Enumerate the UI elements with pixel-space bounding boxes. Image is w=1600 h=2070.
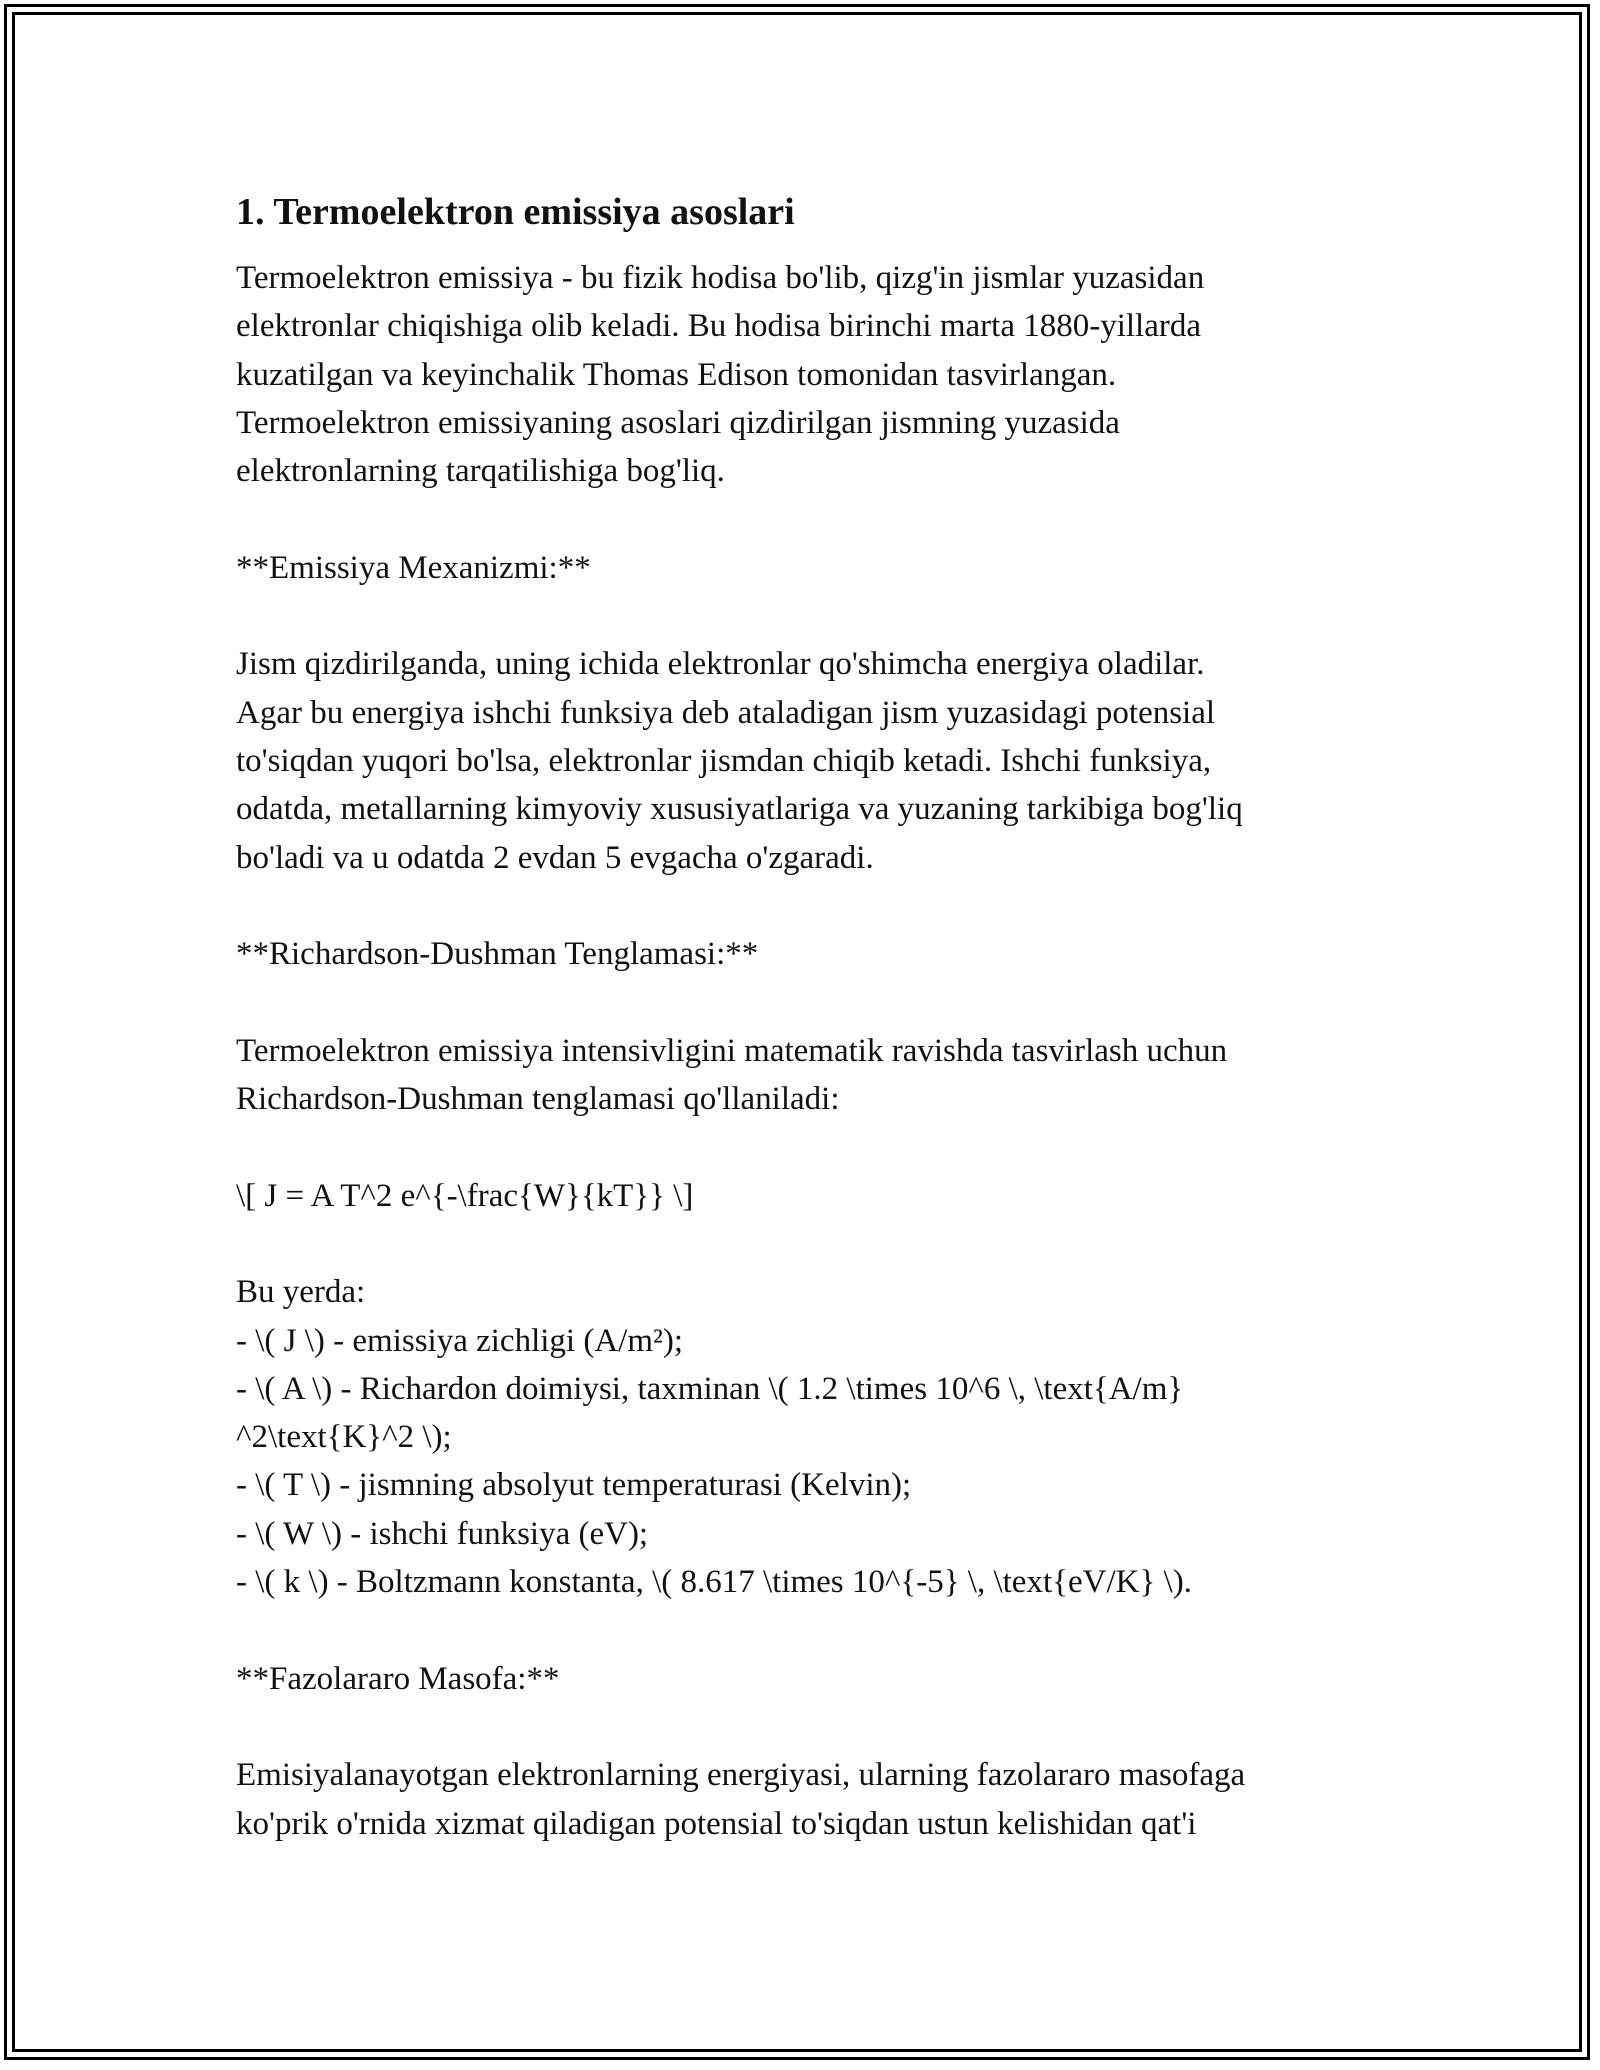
paragraph-line: Jism qizdirilganda, uning ichida elektronlar qo'shimcha energiya oladilar. — [236, 646, 1205, 683]
paragraph-intro — [236, 254, 1416, 1848]
document-body — [236, 186, 1416, 1848]
paragraph-line: elektronlar chiqishiga olib keladi. Bu hodisa birinchi marta 1880-yillarda — [236, 308, 1201, 345]
paragraph-line: Emisiyalanayotgan elektronlarning energiyasi, ularning fazolararo masofaga — [236, 1757, 1246, 1794]
paragraph-line: Termoelektron emissiya - bu fizik hodisa bo'lib, qizg'in jismlar yuzasidan — [236, 260, 1205, 296]
paragraph-line: odatda, metallarning kimyoviy xususiyatlariga va yuzaning tarkibiga bog'liq — [236, 791, 1243, 828]
paragraph-line: ko'prik o'rnida xizmat qiladigan potensial to'siqdan ustun kelishidan qat'i — [236, 1805, 1197, 1842]
paragraph-line: bo'ladi va u odatda 2 evdan 5 evgacha o'zgaradi. — [236, 839, 874, 876]
definition-item: - \( J \) - emissiya zichligi (A/m²); — [236, 1322, 684, 1359]
equation: \[ J = A T^2 e^{-\frac{W}{kT}} \] — [236, 1177, 694, 1214]
paragraph-line: Agar bu energiya ishchi funksiya deb ataladigan jism yuzasidagi potensial — [236, 694, 1216, 731]
paragraph-line: Richardson-Dushman tenglamasi qo'llaniladi: — [236, 1081, 840, 1118]
paragraph-line: Termoelektron emissiyaning asoslari qizdirilgan jismning yuzasida — [236, 404, 1120, 441]
paragraph-line: Termoelektron emissiya intensivligini matematik ravishda tasvirlash uchun — [236, 1032, 1228, 1069]
section-heading: 1. Termoelektron emissiya asoslari — [236, 191, 795, 233]
definition-item: - \( T \) - jismning absolyut temperaturasi (Kelvin); — [236, 1467, 912, 1504]
paragraph-line: elektronlarning tarqatilishiga bog'liq. — [236, 453, 725, 490]
definitions-intro: Bu yerda: — [236, 1274, 366, 1311]
definition-item: - \( k \) - Boltzmann konstanta, \( 8.617 \times 10^{-5} \, \text{eV/K} \). — [236, 1564, 1192, 1601]
definition-item: - \( W \) - ishchi funksiya (eV); — [236, 1515, 649, 1552]
paragraph-line: to'siqdan yuqori bo'lsa, elektronlar jismdan chiqib ketadi. Ishchi funksiya, — [236, 742, 1212, 779]
paragraph-line: kuzatilgan va keyinchalik Thomas Edison tomonidan tasvirlangan. — [236, 356, 1117, 393]
subheading-interspace-distance: **Fazolararo Masofa:** — [236, 1660, 560, 1697]
subheading-richardson-dushman: **Richardson-Dushman Tenglamasi:** — [236, 936, 759, 973]
definition-item: - \( A \) - Richardon doimiysi, taxminan \( 1.2 \times 10^6 \, \text{A/m} — [236, 1370, 1184, 1407]
definition-item: ^2\text{K}^2 \); — [236, 1419, 452, 1456]
subheading-emission-mechanism: **Emissiya Mexanizmi:** — [236, 549, 591, 586]
